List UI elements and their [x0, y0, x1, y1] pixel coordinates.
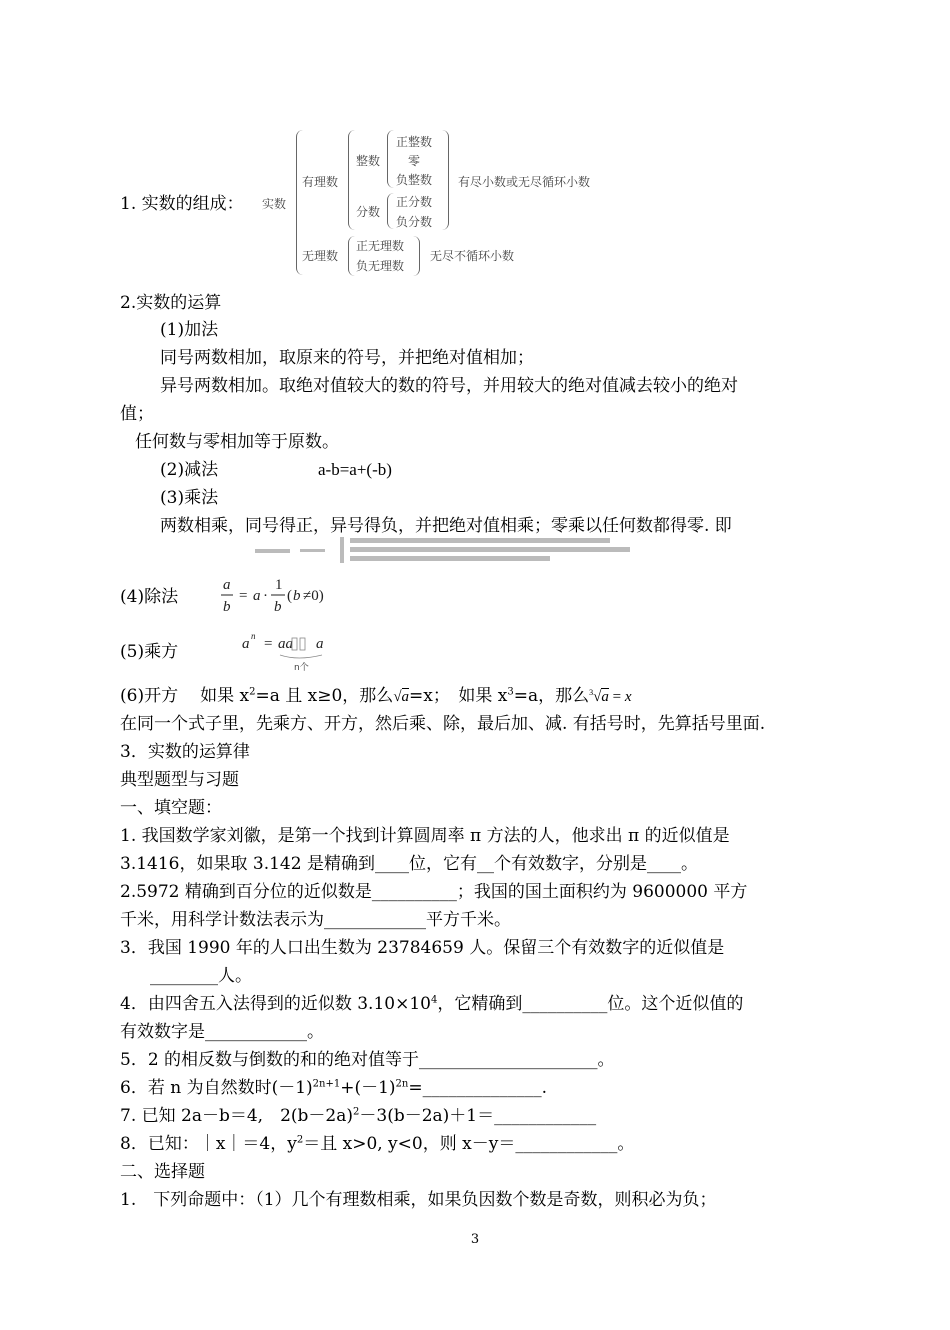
- svg-text:1: 1: [275, 577, 283, 593]
- ops-heading: 2.实数的运算: [120, 293, 222, 313]
- root-text2: =a 且 x≥0，那么: [255, 686, 394, 706]
- tree-rational: 有理数: [302, 175, 339, 189]
- pow-sub-label: n个: [294, 663, 309, 673]
- q4a-part1: 4．由四舍五入法得到的近似数 3.10×10: [120, 994, 431, 1014]
- sqrt-a: √a: [393, 689, 410, 705]
- svg-text:a: a: [316, 636, 324, 652]
- svg-text:b: b: [274, 599, 282, 615]
- root-text1: 如果 x: [200, 686, 250, 706]
- fraction-brace: [387, 193, 394, 229]
- svg-text:aa: aa: [278, 636, 293, 652]
- ops-add-rule2a: 异号两数相加。取绝对值较大的数的符号，并用较大的绝对值减去较小的绝对: [160, 376, 738, 396]
- page-number: 3: [470, 1232, 480, 1247]
- sign-rule-image: [255, 535, 665, 565]
- q6-sup2: 2n: [395, 1078, 409, 1090]
- ops-pow: (5)乘方: [120, 642, 179, 662]
- tree-irrational-note: 无尽不循环小数: [430, 249, 515, 263]
- q8-part2: ＝且 x>0, y<0，则 x－y＝____________。: [303, 1134, 635, 1154]
- ops-root-label: (6)开方: [120, 686, 179, 706]
- root-text4: =a，那么: [513, 686, 590, 706]
- q8-part1: 8．已知：｜x｜＝4，y: [120, 1134, 297, 1154]
- ops-add-rule2b: 值；: [120, 404, 154, 424]
- tree-zero: 零: [408, 154, 421, 168]
- ops-laws: 3．实数的运算律: [120, 742, 250, 762]
- q6-sup1: 2n+1: [312, 1078, 341, 1090]
- ops-mul: (3)乘法: [160, 488, 219, 508]
- ex-section1: 一、填空题：: [120, 798, 222, 818]
- q7-part1: 7. 已知 2a－b＝4, 2(b－2a): [120, 1106, 353, 1126]
- ops-sub: (2)减法: [160, 460, 219, 480]
- tree-neg-int: 负整数: [396, 173, 433, 187]
- tree-neg-frac: 负分数: [396, 215, 433, 229]
- tree-fraction: 分数: [356, 205, 381, 219]
- svg-text:≠0): ≠0): [303, 588, 324, 604]
- svg-text:a: a: [223, 577, 231, 593]
- ex-q3a: 3．我国 1990 年的人口出生数为 23784659 人。保留三个有效数字的近似值是: [120, 938, 725, 958]
- svg-text:a: a: [242, 636, 250, 652]
- ex-q4b: 有效数字是____________。: [120, 1022, 324, 1042]
- tree-pos-frac: 正分数: [396, 195, 433, 209]
- ex-title: 典型题型与习题: [120, 770, 239, 790]
- irrational-right-brace: [413, 236, 420, 276]
- tree-pos-irr: 正无理数: [356, 239, 405, 253]
- rational-right-brace: [442, 130, 449, 230]
- svg-text:b: b: [223, 599, 231, 615]
- q8-sup: 2: [296, 1134, 304, 1146]
- ex-q2b: 千米，用科学计数法表示为____________平方千米。: [120, 910, 511, 930]
- q7-part2: －3(b－2a)＋1＝____________: [359, 1106, 597, 1126]
- ex-q4a: [120, 992, 743, 1016]
- tree-root: 实数: [262, 197, 287, 211]
- tree-integer: 整数: [356, 154, 381, 168]
- pow-formula: [238, 628, 348, 674]
- q7-sup: 2: [353, 1106, 360, 1118]
- svg-text:a: a: [253, 588, 261, 604]
- ex-q3b: ________人。: [150, 966, 252, 986]
- ex-q6: [120, 1076, 547, 1100]
- tree-line-label: 1. 实数的组成：: [120, 194, 244, 214]
- ops-sub-formula: a-b=a+(-b): [318, 460, 392, 479]
- tree-pos-int: 正整数: [396, 135, 433, 149]
- ex-q1a: 1. 我国数学家刘徽，是第一个找到计算圆周率 π 方法的人，他求出 π 的近似值是: [120, 826, 730, 846]
- ex-q7: [120, 1104, 596, 1128]
- integer-brace: [387, 130, 394, 188]
- svg-text:b: b: [293, 588, 301, 604]
- q6-part1: 6．若 n 为自然数时(－1): [120, 1078, 313, 1098]
- ops-mul-rule: 两数相乘，同号得正，异号得负，并把绝对值相乘；零乘以任何数都得零. 即: [160, 516, 732, 536]
- root-text3: =x； 如果 x: [409, 686, 508, 706]
- ex-q8: [120, 1132, 634, 1156]
- ops-add: (1)加法: [160, 320, 219, 340]
- tree-rational-note: 有尽小数或无尽循环小数: [458, 175, 591, 189]
- ops-root-line: (6)开方 如果 $x^2=a$ 且 x≥0，那么√a=x； 如果 $x^3=a$，那么$^3$√a = x: [120, 686, 632, 706]
- ops-order-rule: 在同一个式子里，先乘方、开方，然后乘、除，最后加、减. 有括号时，先算括号里面.: [120, 714, 766, 734]
- ex-q1b: 3.1416，如果取 3.142 是精确到____位，它有__个有效数字，分别是____。: [120, 854, 698, 874]
- svg-text:=: =: [239, 588, 248, 604]
- ex-section2: 二、选择题: [120, 1162, 205, 1182]
- q6-part3: =______________.: [408, 1078, 547, 1098]
- ops-add-rule1: 同号两数相加，取原来的符号，并把绝对值相加；: [160, 348, 534, 368]
- ops-add-rule3: 任何数与零相加等于原数。: [135, 432, 339, 452]
- div-formula: [215, 573, 345, 621]
- ops-div: (4)除法: [120, 587, 179, 607]
- q4a-sup: 4: [430, 994, 438, 1006]
- ex-q5: 5．2 的相反数与倒数的和的绝对值等于_____________________。: [120, 1050, 615, 1070]
- tree-neg-irr: 负无理数: [356, 259, 405, 273]
- tree-irrational: 无理数: [302, 249, 339, 263]
- ex-q2a: 2.5972 精确到百分位的近似数是__________；我国的国土面积约为 9600000 平方: [120, 882, 748, 902]
- rational-brace: [348, 130, 355, 230]
- irrational-brace: [348, 236, 355, 276]
- q6-part2: +(－1): [340, 1078, 396, 1098]
- svg-text:·: ·: [263, 588, 268, 604]
- svg-text:(: (: [287, 588, 292, 604]
- ex-c1: 1. 下列命题中：（1）几个有理数相乘，如果负因数个数是奇数，则积必为负；: [120, 1190, 717, 1210]
- q4a-part2: ，它精确到__________位。这个近似值的: [437, 994, 744, 1014]
- svg-text:n: n: [251, 631, 256, 641]
- cbrt-a: $^3$√a = x: [589, 688, 632, 705]
- svg-text:=: =: [264, 636, 273, 652]
